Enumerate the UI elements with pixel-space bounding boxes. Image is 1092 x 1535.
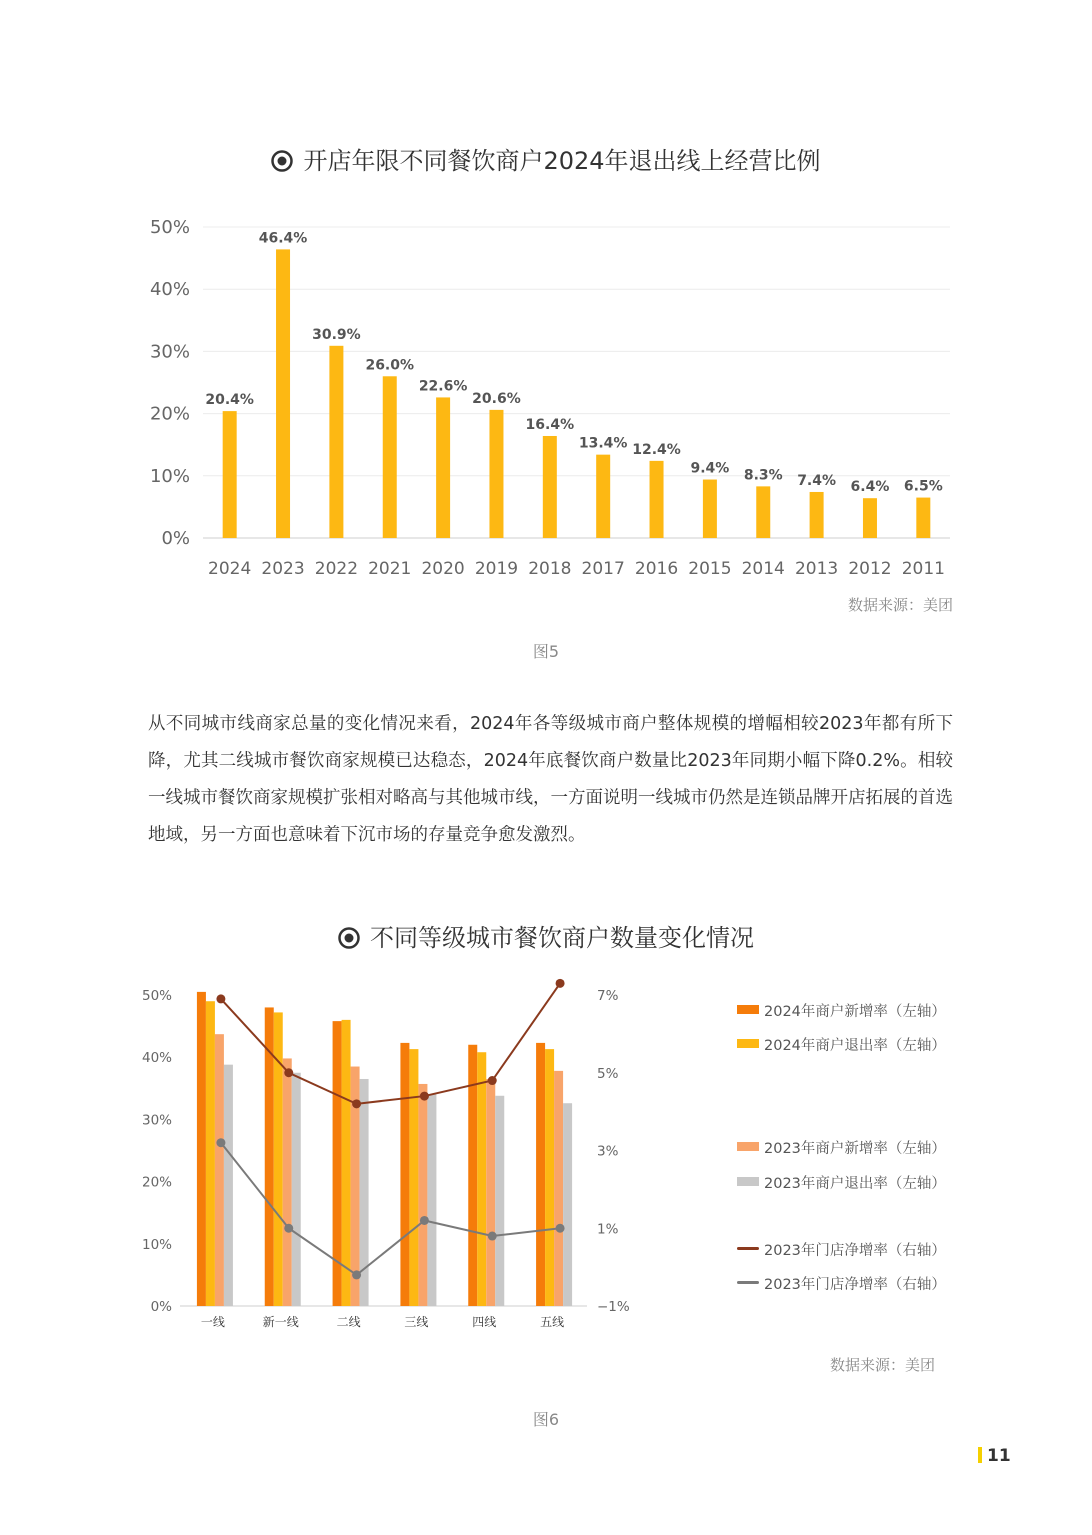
chart2-bar <box>536 1043 545 1306</box>
chart2-right-tick: −1% <box>597 1299 630 1315</box>
chart1-x-tick: 2013 <box>794 559 839 579</box>
legend-label: 2024年商户新增率（左轴） <box>764 1004 946 1020</box>
chart1-data-label: 6.5% <box>903 478 943 495</box>
chart2-line-point <box>284 1068 293 1077</box>
chart2-line-point <box>216 994 225 1003</box>
chart2-line-point <box>488 1232 497 1241</box>
chart1-y-tick: 40% <box>149 279 190 301</box>
chart2-bar <box>400 1043 409 1306</box>
chart2-line-point <box>556 979 565 988</box>
chart2-line-point <box>216 1138 225 1147</box>
chart2-x-tick: 二线 <box>336 1315 361 1329</box>
chart2-bar <box>292 1073 301 1306</box>
chart1-data-label: 20.6% <box>472 390 521 407</box>
chart2-left-tick: 10% <box>141 1236 172 1253</box>
chart2-left-tick: 30% <box>141 1112 172 1129</box>
chart1-x-tick: 2017 <box>581 559 625 579</box>
legend-swatch <box>737 1005 759 1014</box>
chart1-source: 数据来源：美团 <box>848 596 954 614</box>
chart2-right-tick: 1% <box>597 1221 619 1238</box>
legend-label: 2024年商户退出率（左轴） <box>764 1038 946 1054</box>
chart2-caption: 图6 <box>532 1410 560 1429</box>
chart1-x-tick: 2024 <box>208 559 252 579</box>
chart1-data-label: 8.3% <box>743 467 783 484</box>
chart2-x-tick: 三线 <box>404 1315 429 1329</box>
legend-label: 2023年商户退出率（左轴） <box>764 1176 946 1192</box>
chart2-left-tick: 40% <box>141 1050 172 1067</box>
chart1-x-tick: 2020 <box>421 559 465 579</box>
legend-label: 2023年门店净增率（右轴） <box>764 1243 946 1259</box>
chart2-right-tick: 7% <box>597 988 619 1004</box>
legend-swatch <box>737 1039 759 1048</box>
chart2-bar <box>418 1084 427 1306</box>
chart1-data-label: 16.4% <box>525 416 575 433</box>
chart1-data-label: 46.4% <box>258 230 308 247</box>
chart1-caption: 图5 <box>532 642 560 661</box>
chart1-x-tick: 2019 <box>474 559 519 579</box>
chart2-source: 数据来源：美团 <box>830 1356 936 1374</box>
chart1-y-tick: 30% <box>149 341 190 363</box>
chart2-title-text: 不同等级城市餐饮商户数量变化情况 <box>370 924 754 952</box>
chart2-right-tick: 5% <box>597 1065 619 1082</box>
chart1-y-tick: 10% <box>149 465 190 487</box>
legend-swatch <box>737 1142 759 1151</box>
page-number-text: 11 <box>987 1446 1011 1466</box>
chart1-x-tick: 2015 <box>688 559 732 579</box>
chart2-bar <box>224 1065 233 1306</box>
chart2-bar <box>206 1001 215 1306</box>
chart1-data-label: 26.0% <box>365 357 415 374</box>
chart2-bar <box>545 1049 554 1306</box>
chart2-right-tick: 3% <box>597 1143 619 1160</box>
chart2-line-point <box>420 1092 429 1101</box>
chart2-bar <box>554 1071 563 1306</box>
chart2-line-point <box>488 1076 497 1085</box>
chart1-x-tick: 2021 <box>368 559 412 579</box>
chart1-x-tick: 2014 <box>741 559 785 579</box>
chart2-bar <box>283 1058 292 1306</box>
body-paragraph: 从不同城市线商家总量的变化情况来看，2024年各等级城市商户整体规模的增幅相较2023年都有所下降，尤其二线城市餐饮商家规模已达稳态，2024年底餐饮商户数量比2023年同期小幅下降0.2%。相较一线城市餐饮商家规模扩张相对略高与其他城市线，一方面说明一线城市仍然是连锁品牌开店拓展的首选地域，另一方面也意味着下沉市场的存量竞争愈发激烈。 <box>148 714 953 845</box>
chart2-x-tick: 五线 <box>540 1315 565 1329</box>
chart2-bar <box>495 1096 504 1306</box>
chart2-bar <box>215 1034 224 1306</box>
chart1-x-tick: 2011 <box>901 559 945 579</box>
legend-swatch <box>737 1177 759 1186</box>
chart2-left-tick: 50% <box>141 988 172 1004</box>
chart1-data-label: 9.4% <box>690 460 730 477</box>
chart2-line-point <box>556 1224 565 1233</box>
chart2-bar <box>427 1095 436 1306</box>
chart2-x-tick: 一线 <box>200 1315 225 1329</box>
chart1-data-label: 22.6% <box>418 378 468 395</box>
chart2-line-point <box>352 1270 361 1279</box>
chart2-bar <box>197 992 206 1306</box>
chart2-left-tick: 20% <box>141 1174 172 1191</box>
chart1-y-tick: 50% <box>149 217 190 238</box>
legend-swatch <box>737 1281 759 1284</box>
chart1-x-tick: 2018 <box>528 559 572 579</box>
chart2-left-tick: 0% <box>150 1299 172 1315</box>
legend-swatch <box>737 1247 759 1250</box>
chart1-data-label: 13.4% <box>578 435 628 452</box>
legend-label: 2023年商户新增率（左轴） <box>764 1141 946 1157</box>
chart2-bar <box>477 1052 486 1306</box>
chart2-line-point <box>420 1216 429 1225</box>
chart2-bar <box>486 1079 495 1306</box>
chart1-y-tick: 20% <box>149 403 190 425</box>
chart1-x-tick: 2016 <box>634 559 679 579</box>
page-number <box>978 1446 1011 1466</box>
chart2-bar <box>563 1103 572 1306</box>
page-marker <box>978 1447 982 1463</box>
chart1-x-tick: 2012 <box>848 559 892 579</box>
chart1-data-label: 7.4% <box>797 472 837 489</box>
chart1-x-tick: 2022 <box>314 559 359 579</box>
chart1-data-label: 20.4% <box>205 392 254 409</box>
chart2-line-point <box>284 1224 293 1233</box>
chart2-line-point <box>352 1099 361 1108</box>
chart2-bar <box>342 1020 351 1306</box>
chart2-x-tick: 四线 <box>472 1315 497 1329</box>
chart1-data-label: 12.4% <box>632 441 681 458</box>
chart1-data-label: 30.9% <box>312 326 361 343</box>
chart1-data-label: 6.4% <box>850 479 890 496</box>
chart2-x-tick: 新一线 <box>262 1315 299 1329</box>
legend-label: 2023年门店净增率（右轴） <box>764 1277 946 1293</box>
chart1-y-tick: 0% <box>161 528 190 549</box>
chart2-bar <box>409 1049 418 1306</box>
chart1-x-tick: 2023 <box>261 559 305 579</box>
chart1-title-text: 开店年限不同餐饮商户2024年退出线上经营比例 <box>303 147 821 175</box>
